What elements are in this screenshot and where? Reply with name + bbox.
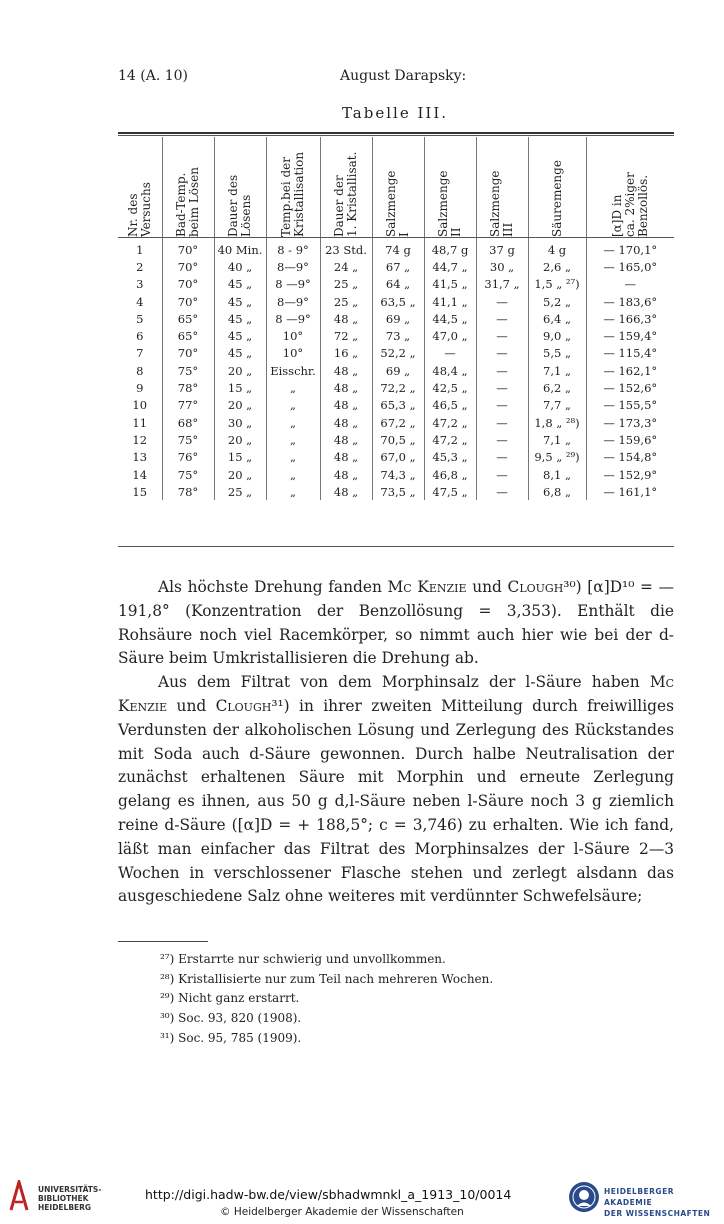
table-cell: 3 [136,277,144,292]
footnotes [160,950,493,1049]
table-cell: 20 „ [214,466,266,483]
table-cell: 9 [136,381,144,396]
table-cell: 52,2 „ [372,345,424,362]
table-cell: 48 „ [320,449,372,466]
table-cell: 6,2 „ [528,379,586,396]
table-cell: 75° [162,362,214,379]
table-cell: — [476,483,528,500]
table-cell: 69 „ [372,362,424,379]
source-url-link[interactable]: http://digi.hadw-bw.de/view/sbhadwmnkl_a_1913_10/0014 [145,1187,512,1202]
column-header: Bad-Temp. beim Lösen [162,137,214,237]
table-cell: 76° [162,449,214,466]
table-cell: 5,5 „ [528,345,586,362]
table-cell: — [476,449,528,466]
table-cell: „ [266,483,320,500]
table-cell: 8—9° [266,293,320,310]
table-cell: 48 „ [320,414,372,431]
table-cell: 23 Std. [320,237,372,258]
table-cell: 14 [132,467,148,482]
table-row [118,414,674,431]
table-cell: 20 „ [214,431,266,448]
table-cell: 4 g [528,237,586,258]
table-cell: 31,7 „ [476,276,528,293]
column-header: Nr. des Versuchs [125,182,153,237]
table-cell: 70° [162,293,214,310]
table-cell: 10° [266,327,320,344]
table-cell: 63,5 „ [372,293,424,310]
table-cell: 69 „ [372,310,424,327]
table-cell: 70° [162,258,214,275]
table-cell: — [476,345,528,362]
author-name: Clough [215,696,272,715]
table-cell: 48 „ [320,431,372,448]
running-head [118,68,672,88]
column-header: Dauer des Lösens [214,137,266,237]
table-cell: — [476,362,528,379]
library-name: UNIVERSITÄTS- BIBLIOTHEK HEIDELBERG [38,1185,102,1212]
table-header-rule [118,237,674,238]
table-cell: 67 „ [372,258,424,275]
footnote: ²⁷) Erstarrte nur schwierig und unvollkommen. [160,952,446,966]
table-row [118,431,674,448]
table-cell: 15 „ [214,379,266,396]
table-cell: — 165,0° [586,258,674,275]
table-cell: 70,5 „ [372,431,424,448]
table-cell: „ [266,379,320,396]
table-cell: 74,3 „ [372,466,424,483]
table-cell: 9,0 „ [528,327,586,344]
table-cell: 5,2 „ [528,293,586,310]
table-cell: 47,2 „ [424,431,476,448]
column-header: Säuremenge [528,137,586,237]
table-cell: 48 „ [320,379,372,396]
table-cell: — 183,6° [586,293,674,310]
table-cell: 74 g [372,237,424,258]
table-cell: 20 „ [214,397,266,414]
table-cell: 8 —9° [266,276,320,293]
table-cell: 75° [162,431,214,448]
table-cell: „ [266,449,320,466]
table-cell: — 161,1° [586,483,674,500]
table-cell: 48 „ [320,466,372,483]
table-cell: — [476,414,528,431]
table-row [118,293,674,310]
table-cell: — [476,310,528,327]
table-row [118,258,674,275]
table-cell: 1,5 „ ²⁷) [528,276,586,293]
table-cell: 48 „ [320,362,372,379]
table-cell: 2,6 „ [528,258,586,275]
table-cell: 1 [136,242,144,257]
table-cell: 70° [162,345,214,362]
table-cell: 7,7 „ [528,397,586,414]
table-cell: — 166,3° [586,310,674,327]
academy-name: HEIDELBERGER AKADEMIE DER WISSENSCHAFTEN [604,1187,711,1218]
table-cell: — 162,1° [586,362,674,379]
table-cell: 42,5 „ [424,379,476,396]
table-title: Tabelle III. [341,104,449,122]
table-row [118,449,674,466]
table-cell: 6,8 „ [528,483,586,500]
table-cell: 48,7 g [424,237,476,258]
table-cell: 25 „ [320,276,372,293]
author-name: Mc Kenzie [118,673,674,715]
table-row [118,362,674,379]
table-cell: — [476,466,528,483]
table-cell: 2 [136,259,144,274]
table-cell: 24 „ [320,258,372,275]
footnote: ³¹) Soc. 95, 785 (1909). [160,1030,302,1045]
table-row [118,379,674,396]
table-cell: — [424,345,476,362]
table-row [118,327,674,344]
table-cell: „ [266,466,320,483]
table-cell: 41,1 „ [424,293,476,310]
table-cell: 13 [132,450,148,465]
table-cell: 78° [162,483,214,500]
table-cell: — 154,8° [586,449,674,466]
table-cell: 37 g [476,237,528,258]
table-cell: 8—9° [266,258,320,275]
table-cell: 75° [162,466,214,483]
column-header: Temp.bei der Kristallisation [266,137,320,237]
table-cell: 9,5 „ ²⁹) [528,449,586,466]
footnote-rule [118,941,208,942]
table-bottom-rule [118,546,674,547]
table-cell: 45 „ [214,327,266,344]
table-cell: 45 „ [214,345,266,362]
table-cell: 45 „ [214,310,266,327]
table-top-rule-thin [118,135,674,136]
table-cell: 48 „ [320,483,372,500]
table-cell: 45,3 „ [424,449,476,466]
footnote: ²⁹) Nicht ganz erstarrt. [160,991,300,1006]
body-text [118,576,674,909]
table-cell: 10° [266,345,320,362]
table-cell: 48 „ [320,397,372,414]
table-cell: — 152,6° [586,379,674,396]
table-cell: 47,0 „ [424,327,476,344]
author-name: Clough [507,578,564,596]
table-cell: 30 „ [476,258,528,275]
table-cell: 67,0 „ [372,449,424,466]
table-cell: „ [266,431,320,448]
table-header-row [118,137,674,237]
table-cell: — [476,327,528,344]
table-cell: 46,5 „ [424,397,476,414]
table-cell: — 115,4° [586,345,674,362]
table-cell: 7,1 „ [528,431,586,448]
table-cell: 25 „ [214,483,266,500]
table-cell: 70° [162,276,214,293]
table-cell: — 155,5° [586,397,674,414]
footer-bar [0,1170,724,1224]
table-cell: — 173,3° [586,414,674,431]
page-reference: 14 (A. 10) [118,68,189,84]
table-cell: 11 [132,415,148,430]
table-cell: 47,2 „ [424,414,476,431]
table-cell: 73 „ [372,327,424,344]
table-cell: 8 —9° [266,310,320,327]
academy-seal-icon [568,1181,600,1213]
table-cell: 77° [162,397,214,414]
table-cell: 68° [162,414,214,431]
paragraph: Als höchste Drehung fanden Mc Kenzie und Clough³⁰) [α]D¹⁰ = — 191,8° (Konzentration der Benzollösung = 3,353). Enthält die Rohsäure noch viel Racemkörper, so nimmt auch hier wie bei der d-Säure beim Umkristallisieren die Drehung ab. [118,578,674,668]
table-cell: 45 „ [214,293,266,310]
table-cell: 1,8 „ ²⁸) [528,414,586,431]
table-cell: 67,2 „ [372,414,424,431]
table-cell: 15 [132,484,148,499]
table-cell: 8 - 9° [266,237,320,258]
table-cell: — 159,6° [586,431,674,448]
table-cell: 46,8 „ [424,466,476,483]
table-cell: 41,5 „ [424,276,476,293]
table-cell: 5 [136,311,144,326]
table-cell: — [476,431,528,448]
table-cell: 45 „ [214,276,266,293]
table-cell: 64 „ [372,276,424,293]
table-cell: 65,3 „ [372,397,424,414]
table-cell: 73,5 „ [372,483,424,500]
table-cell: 12 [132,432,148,447]
table-cell: 8,1 „ [528,466,586,483]
table-cell: — [476,379,528,396]
table-cell: 65° [162,327,214,344]
table-cell: — [476,397,528,414]
table-cell: 44,7 „ [424,258,476,275]
column-header: Salzmenge II [424,137,476,237]
data-table [118,137,674,500]
table-cell: 40 Min. [214,237,266,258]
table-cell: „ [266,414,320,431]
table-cell: 8 [136,363,144,378]
table-cell: 48 „ [320,310,372,327]
table-row [118,483,674,500]
table-row [118,397,674,414]
table-cell: 4 [136,294,144,309]
table-cell: 44,5 „ [424,310,476,327]
table-cell: 40 „ [214,258,266,275]
table-cell: 30 „ [214,414,266,431]
author-heading: August Darapsky: [340,68,467,84]
table-cell: 48,4 „ [424,362,476,379]
table-cell: 70° [162,237,214,258]
table-cell: — 170,1° [586,237,674,258]
author-name: Mc Kenzie [387,578,467,596]
university-library-logo-icon [8,1180,30,1214]
table-cell: 65° [162,310,214,327]
column-header: Salzmenge I [372,137,424,237]
table-cell: — [476,293,528,310]
table-cell: „ [266,397,320,414]
table-row [118,276,674,293]
table-cell: 6,4 „ [528,310,586,327]
table-cell: 16 „ [320,345,372,362]
table-cell: — [586,276,674,293]
footnote: ²⁸) Kristallisierte nur zum Teil nach mehreren Wochen. [160,971,494,986]
table-cell: 78° [162,379,214,396]
table-cell: Eisschr. [266,362,320,379]
table-body [118,237,674,500]
column-header: Dauer der 1. Kristallisat. [320,137,372,237]
table-row [118,237,674,258]
table-cell: 15 „ [214,449,266,466]
table-cell: 47,5 „ [424,483,476,500]
paragraph: Aus dem Filtrat von dem Morphinsalz der l-Säure haben Mc Kenzie und Clough³¹) in ihrer zweiten Mitteilung durch freiwilliges Verdunsten der alkoholischen Lösung und Zerlegung des Rückstandes mit Soda auch d-Säure gewonnen. Durch halbe Neutralisation der zunächst erhaltenen Säure mit Morphin und erneute Zerlegung gelang es ihnen, aus 50 g d,l-Säure neben l-Säure noch 3 g ziemlich reine d-Säure ([α]D = + 188,5°; c = 3,746) zu erhalten. Wie ich fand, läßt man einfacher das Filtrat des Morphinsalzes der l-Säure 2—3 Wochen in verschlossener Flasche stehen und zerlegt alsdann das ausgeschiedene Salz ohne weiteres mit verdünnter Schwefelsäure; [118,673,674,906]
column-header: Salzmenge III [476,137,528,237]
table-cell: 72,2 „ [372,379,424,396]
table-row [118,310,674,327]
footnote: ³⁰) Soc. 93, 820 (1908). [160,1011,302,1026]
column-header: [α]D in ca. 2%iger Benzollös. [586,137,674,237]
table-cell: 72 „ [320,327,372,344]
table-row [118,345,674,362]
table-row [118,466,674,483]
table-cell: 7 [136,346,144,361]
table-cell: 20 „ [214,362,266,379]
table-cell: 25 „ [320,293,372,310]
table-cell: — 159,4° [586,327,674,344]
table-cell: 10 [132,398,148,413]
copyright-text: © Heidelberger Akademie der Wissenschaften [220,1206,464,1218]
table-cell: 6 [136,329,144,344]
table-cell: 7,1 „ [528,362,586,379]
table-top-rule [118,132,674,134]
table-cell: — 152,9° [586,466,674,483]
